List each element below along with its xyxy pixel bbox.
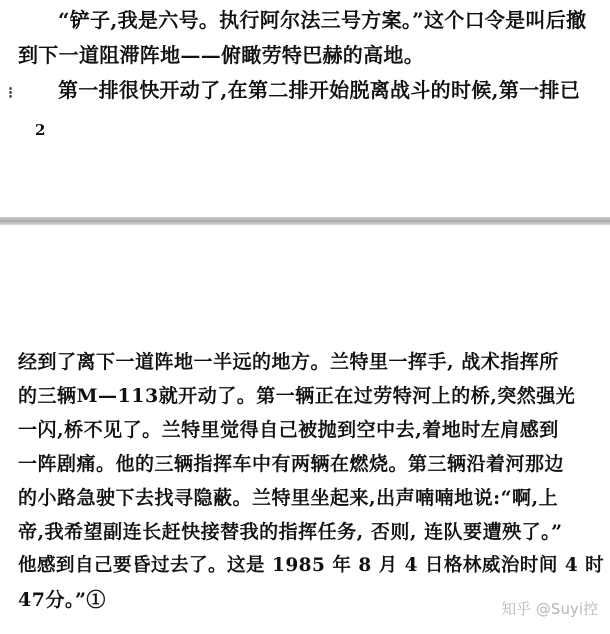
bottom-page-fragment: [0, 225, 610, 634]
text-line: 47分。”①: [18, 589, 106, 611]
text-line: 帝,我希望副连长赶快接替我的指挥任务, 否则, 连队要遭殃了。”: [18, 521, 563, 543]
watermark: 知乎 @Suyi控: [501, 600, 598, 618]
text-line: 的小路急驶下去找寻隐蔽。兰特里坐起来,出声喃喃地说:“啊,上: [18, 487, 559, 509]
margin-mark: ⁝: [8, 83, 14, 102]
text-line: 到下一道阻滞阵地——俯瞰劳特巴赫的高地。: [18, 43, 424, 67]
text-line: 经到了离下一道阵地一半远的地方。兰特里一挥手, 战术指挥所: [18, 351, 559, 373]
margin-number: 2: [35, 121, 46, 139]
top-page-fragment: [0, 0, 610, 218]
text-line: 一阵剧痛。他的三辆指挥车中有两辆在燃烧。第三辆沿着河那边: [18, 453, 565, 475]
text-line: “铲子,我是六号。执行阿尔法三号方案。”这个口令是叫后撤: [58, 8, 587, 32]
text-line: 的三辆M—113就开动了。第一辆正在过劳特河上的桥,突然强光: [18, 385, 576, 407]
text-line: 第一排很快开动了,在第二排开始脱离战斗的时候,第一排已: [58, 78, 581, 102]
page-divider: [0, 217, 610, 225]
text-line: 一闪,桥不见了。兰特里觉得自己被抛到空中去,着地时左肩感到: [18, 419, 559, 441]
text-line: 他感到自己要昏过去了。这是 1985 年 8 月 4 日格林威治时间 4 时: [18, 555, 605, 576]
